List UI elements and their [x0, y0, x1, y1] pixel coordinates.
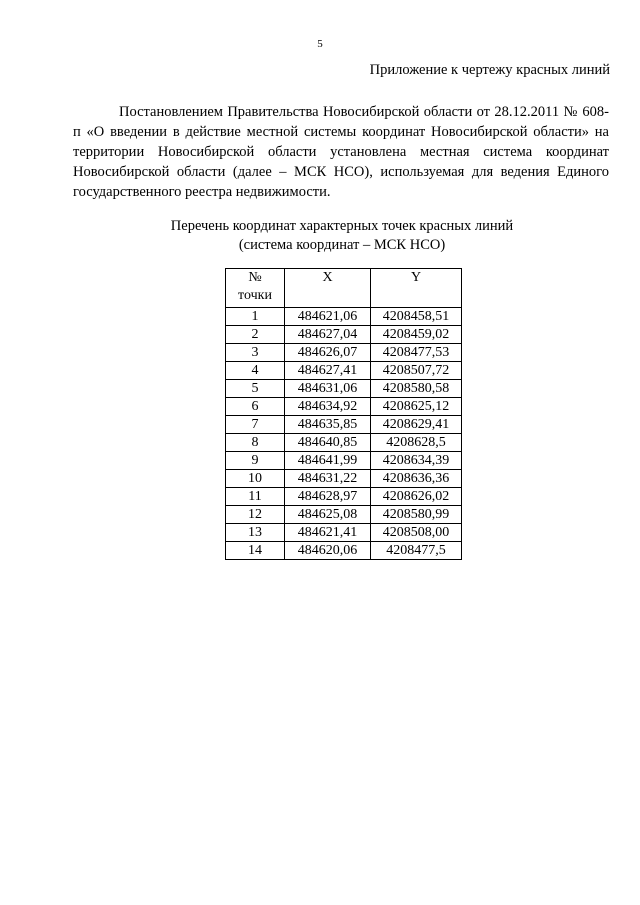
cell-x: 484635,85 — [285, 416, 371, 434]
cell-y: 4208580,99 — [371, 506, 462, 524]
table-row — [226, 380, 462, 398]
cell-point-number: 12 — [226, 506, 285, 524]
appendix-title: Приложение к чертежу красных линий — [369, 62, 610, 78]
table-row — [226, 362, 462, 380]
cell-y: 4208629,41 — [371, 416, 462, 434]
table-row — [226, 524, 462, 542]
coordinates-table — [225, 268, 462, 560]
cell-point-number: 5 — [226, 380, 285, 398]
cell-x: 484628,97 — [285, 488, 371, 506]
table-row — [226, 542, 462, 560]
table-row — [226, 308, 462, 326]
header-point-number — [226, 269, 285, 308]
cell-point-number: 13 — [226, 524, 285, 542]
cell-y: 4208477,5 — [371, 542, 462, 560]
cell-point-number: 10 — [226, 470, 285, 488]
table-title-line1: Перечень координат характерных точек красных линий — [170, 218, 514, 234]
cell-x: 484634,92 — [285, 398, 371, 416]
table-title-line2: (система координат – МСК НСО) — [238, 237, 446, 253]
cell-point-number: 14 — [226, 542, 285, 560]
cell-point-number: 4 — [226, 362, 285, 380]
table-row — [226, 470, 462, 488]
page-number: 5 — [317, 38, 323, 50]
cell-x: 484626,07 — [285, 344, 371, 362]
table-row — [226, 452, 462, 470]
cell-point-number: 2 — [226, 326, 285, 344]
cell-y: 4208477,53 — [371, 344, 462, 362]
table-row — [226, 506, 462, 524]
cell-x: 484627,41 — [285, 362, 371, 380]
cell-y: 4208458,51 — [371, 308, 462, 326]
cell-x: 484621,06 — [285, 308, 371, 326]
table-row — [226, 344, 462, 362]
cell-point-number: 6 — [226, 398, 285, 416]
table-row — [226, 434, 462, 452]
cell-x: 484640,85 — [285, 434, 371, 452]
cell-y: 4208459,02 — [371, 326, 462, 344]
table-row — [226, 488, 462, 506]
table-row — [226, 326, 462, 344]
cell-y: 4208508,00 — [371, 524, 462, 542]
cell-y: 4208580,58 — [371, 380, 462, 398]
cell-x: 484621,41 — [285, 524, 371, 542]
cell-y: 4208626,02 — [371, 488, 462, 506]
cell-y: 4208634,39 — [371, 452, 462, 470]
cell-y: 4208636,36 — [371, 470, 462, 488]
cell-y: 4208628,5 — [371, 434, 462, 452]
table-row — [226, 398, 462, 416]
header-point-number-line2: точки — [238, 288, 272, 303]
cell-x: 484641,99 — [285, 452, 371, 470]
cell-point-number: 7 — [226, 416, 285, 434]
cell-y: 4208507,72 — [371, 362, 462, 380]
table-header-row — [226, 269, 462, 308]
intro-paragraph: Постановлением Правительства Новосибирской области от 28.12.2011 № 608-п «О введении в действие местной системы координат Новосибирской области» на территории Новосибирской области установлена местная система координат Новосибирской области (далее – МСК НСО), используемая для ведения Единого государственного реестра недвижимости. — [73, 104, 609, 200]
cell-x: 484620,06 — [285, 542, 371, 560]
header-point-number-line1: № — [248, 270, 262, 285]
table-title — [0, 217, 640, 255]
cell-x: 484627,04 — [285, 326, 371, 344]
cell-x: 484631,06 — [285, 380, 371, 398]
header-y: Y — [371, 269, 462, 308]
cell-x: 484625,08 — [285, 506, 371, 524]
header-x: X — [285, 269, 371, 308]
cell-point-number: 3 — [226, 344, 285, 362]
cell-y: 4208625,12 — [371, 398, 462, 416]
cell-x: 484631,22 — [285, 470, 371, 488]
cell-point-number: 9 — [226, 452, 285, 470]
table-row — [226, 416, 462, 434]
cell-point-number: 1 — [226, 308, 285, 326]
cell-point-number: 8 — [226, 434, 285, 452]
cell-point-number: 11 — [226, 488, 285, 506]
